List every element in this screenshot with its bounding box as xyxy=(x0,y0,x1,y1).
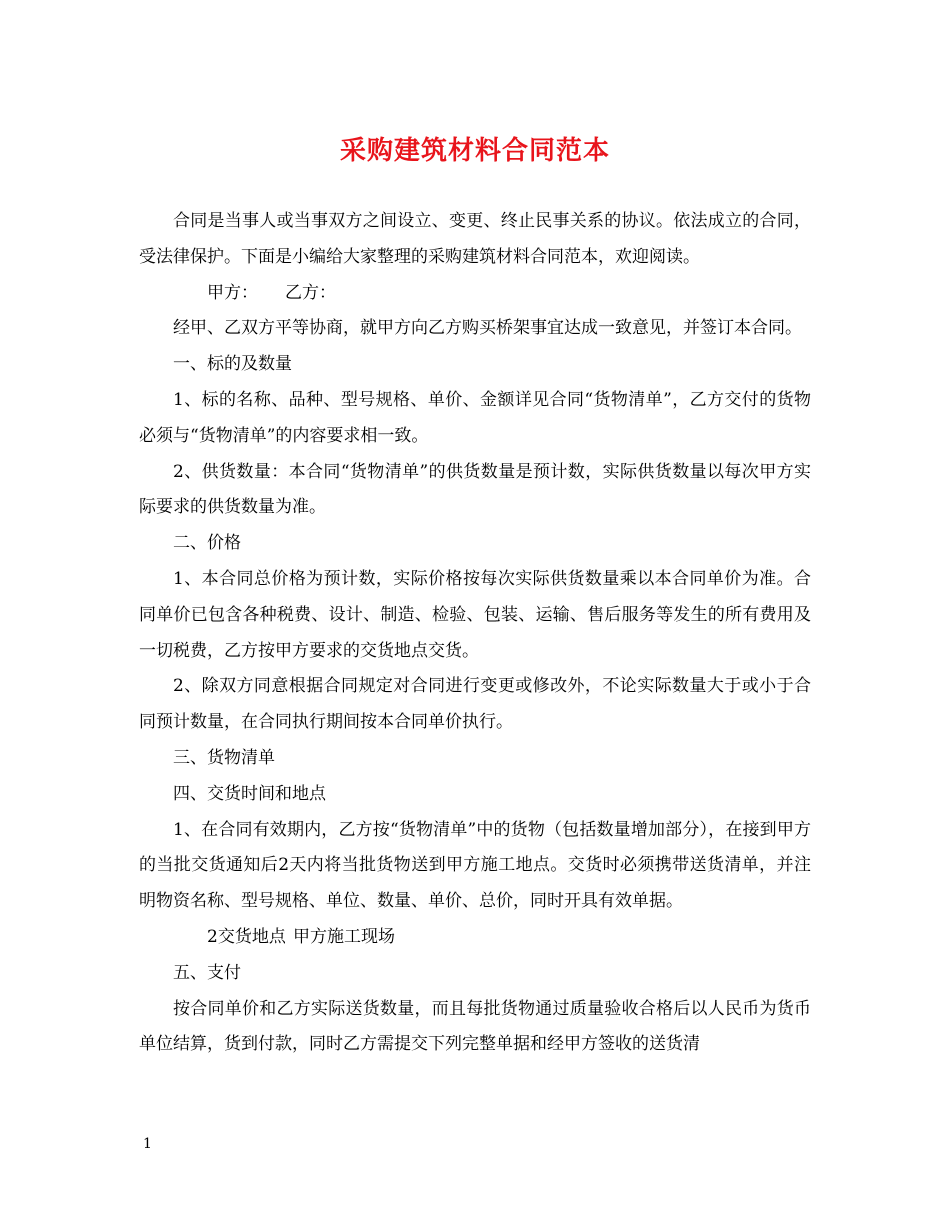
party-a-label: 甲方： xyxy=(207,282,258,303)
party-b-label: 乙方： xyxy=(285,282,336,303)
delivery-place-value: 甲方施工现场 xyxy=(293,926,395,947)
document-body xyxy=(139,204,811,1063)
clause-payment-1: 按合同单价和乙方实际送货数量，而且每批货物通过质量验收合格后以人民币为货币单位结算，货到付款，同时乙方需提交下列完整单据和经甲方签收的送货清 xyxy=(139,998,811,1055)
section-heading-payment: 五、支付 xyxy=(173,962,241,983)
section-heading-price: 二、价格 xyxy=(173,533,241,554)
document-title: 采购建筑材料合同范本 xyxy=(339,136,610,166)
clause-subject-2: 2、供货数量：本合同“货物清单”的供货数量是预计数，实际供货数量以每次甲方实际要求的供货数量为准。 xyxy=(139,461,811,518)
clause-price-1: 1、本合同总价格为预计数，实际价格按每次实际供货数量乘以本合同单价为准。合同单价已包含各种税费、设计、制造、检验、包装、运输、售后服务等发生的所有费用及一切税费，乙方按甲方要求的交货地点交货。 xyxy=(139,568,811,661)
page-number: 1 xyxy=(143,1136,152,1152)
parties-line xyxy=(139,276,811,312)
agreement-paragraph: 经甲、乙双方平等协商，就甲方向乙方购买桥架事宜达成一致意见，并签订本合同。 xyxy=(173,318,802,339)
section-heading-goods-list: 三、货物清单 xyxy=(173,747,275,768)
clause-delivery-1: 1、在合同有效期内，乙方按“货物清单”中的货物（包括数量增加部分），在接到甲方的当批交货通知后2天内将当批货物送到甲方施工地点。交货时必须携带送货清单，并注明物资名称、型号规格、单位、数量、单价、总价，同时开具有效单据。 xyxy=(139,819,811,912)
section-heading-delivery: 四、交货时间和地点 xyxy=(173,783,326,804)
delivery-place-label: 2交货地点 xyxy=(207,926,286,947)
clause-subject-1: 1、标的名称、品种、型号规格、单价、金额详见合同“货物清单”，乙方交付的货物必须与“货物清单”的内容要求相一致。 xyxy=(139,389,811,446)
clause-delivery-place xyxy=(139,920,811,956)
clause-price-2: 2、除双方同意根据合同规定对合同进行变更或修改外，不论实际数量大于或小于合同预计数量，在合同执行期间按本合同单价执行。 xyxy=(139,676,811,733)
section-heading-subject: 一、标的及数量 xyxy=(173,354,292,375)
intro-paragraph: 合同是当事人或当事双方之间设立、变更、终止民事关系的协议。依法成立的合同，受法律保护。下面是小编给大家整理的采购建筑材料合同范本，欢迎阅读。 xyxy=(139,211,811,267)
